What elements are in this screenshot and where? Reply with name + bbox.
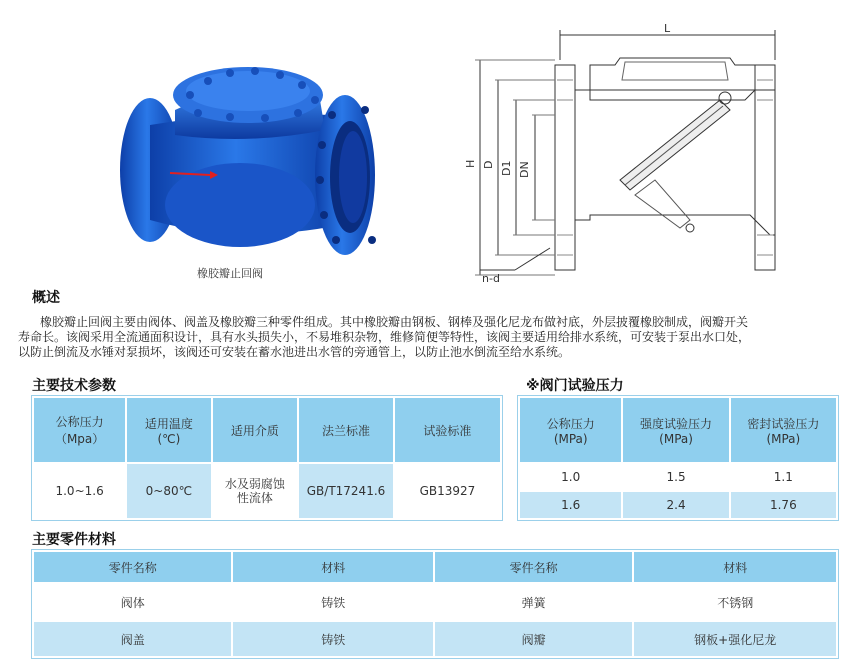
test-row [519, 463, 837, 491]
technical-drawing [440, 20, 840, 290]
tech-header-flange: 法兰标准 [298, 397, 394, 463]
dim-D: D [482, 160, 495, 169]
test-header-nominal: 公称压力 (MPa) [519, 397, 622, 463]
dim-nd: n-d [482, 272, 500, 285]
mat-header: 材料 [232, 551, 433, 583]
mat-cell: 阀体 [33, 583, 232, 621]
test-pressure-title: ※阀门试验压力 [526, 378, 624, 394]
tech-value-temp: 0~80℃ [126, 463, 211, 519]
tech-params-table [32, 396, 502, 520]
mat-cell: 不锈钢 [633, 583, 837, 621]
test-header-strength: 强度试验压力 (MPa) [622, 397, 729, 463]
test-cell: 1.76 [730, 491, 837, 519]
mat-cell: 弹簧 [434, 583, 633, 621]
tech-params-title: 主要技术参数 [32, 378, 116, 394]
tech-header-pressure: 公称压力 （Mpa） [33, 397, 126, 463]
tech-value-medium: 水及弱腐蚀 性流体 [212, 463, 299, 519]
materials-title: 主要零件材料 [32, 532, 116, 548]
tech-header-medium: 适用介质 [212, 397, 299, 463]
tech-header-temp: 适用温度 (℃) [126, 397, 211, 463]
test-row [519, 491, 837, 519]
materials-table [32, 550, 838, 658]
mat-cell: 阀盖 [33, 621, 232, 657]
tech-value-flange: GB/T17241.6 [298, 463, 394, 519]
mat-cell: 铸铁 [232, 583, 433, 621]
mat-row [33, 621, 837, 657]
test-pressure-table [518, 396, 838, 520]
mat-header: 零件名称 [434, 551, 633, 583]
mat-cell: 钢板+强化尼龙 [633, 621, 837, 657]
tech-value-test: GB13927 [394, 463, 501, 519]
valve-illustration [110, 55, 380, 260]
photo-caption: 橡胶瓣止回阀 [197, 267, 263, 280]
mat-header: 材料 [633, 551, 837, 583]
mat-cell: 铸铁 [232, 621, 433, 657]
overview-text [18, 315, 830, 360]
overview-title: 概述 [32, 290, 60, 306]
mat-header: 零件名称 [33, 551, 232, 583]
dim-H: H [464, 159, 477, 168]
dim-D1: D1 [500, 160, 513, 176]
overview-line-1: 橡胶瓣止回阀主要由阀体、阀盖及橡胶瓣三种零件组成。其中橡胶瓣由钢板、钢棒及强化尼龙布做衬底，外层披覆橡胶制成，阀瓣开关 [40, 315, 749, 329]
test-cell: 2.4 [622, 491, 729, 519]
mat-cell: 阀瓣 [434, 621, 633, 657]
overview-line-2: 寿命长。该阀采用全流通面积设计，具有水头损失小，不易堆积杂物，维修简便等特性，该阀主要适用给排水系统，可安装于泵出水口处， [18, 330, 751, 344]
test-cell: 1.6 [519, 491, 622, 519]
tech-value-pressure: 1.0~1.6 [33, 463, 126, 519]
test-cell: 1.5 [622, 463, 729, 491]
dim-DN: DN [518, 161, 531, 178]
overview-line-3: 以防止倒流及水锤对泵损坏，该阀还可安装在蓄水池进出水管的旁通管上，以防止池水倒流至给水系统。 [18, 345, 571, 359]
test-cell: 1.1 [730, 463, 837, 491]
tech-header-test: 试验标准 [394, 397, 501, 463]
dim-L: L [664, 22, 671, 35]
test-cell: 1.0 [519, 463, 622, 491]
mat-row [33, 583, 837, 621]
test-header-seal: 密封试验压力 (MPa) [730, 397, 837, 463]
valve-photo [110, 55, 380, 260]
